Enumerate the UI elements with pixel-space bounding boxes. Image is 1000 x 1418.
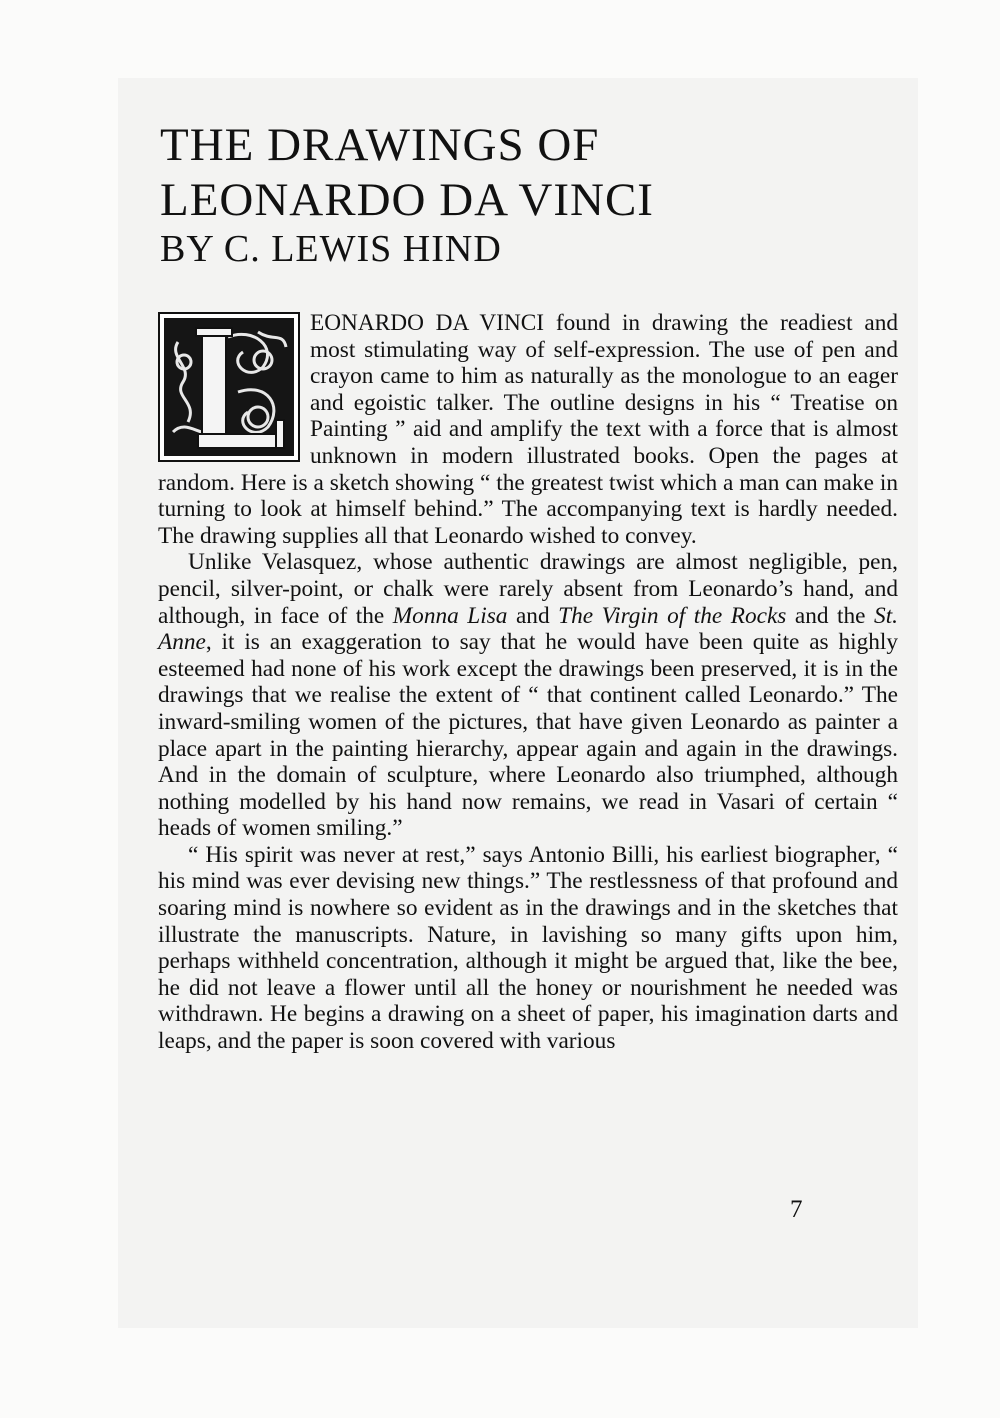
drop-cap-space — [158, 310, 304, 468]
title-line-2: LEONARDO DA VINCI — [160, 174, 654, 226]
author-byline: BY C. LEWIS HIND — [160, 228, 502, 270]
paragraph-2-text-c: and the — [786, 602, 875, 629]
paragraph-2-text-d: , it is an exaggeration to say that he would have been quite as highly esteemed had none of his work except the drawings been preserved, it is in the drawings that we realise the extent of “ that continent called Leonardo.” The inward-smiling women of the pictures, that have given Leonardo as painter a place apart in the painting hierarchy, appear again and again in the drawings. And in the domain of sculpture, where Leonardo also triumphed, although nothing modelled by his hand now remains, we read in Vasari of certain “ heads of women smiling.” — [158, 629, 898, 842]
article-title — [160, 118, 654, 228]
title-st-anne: St. Anne — [158, 602, 898, 656]
paragraph-1 — [158, 310, 898, 549]
title-line-1: THE DRAWINGS OF — [160, 119, 600, 171]
drop-cap-letter: L — [210, 394, 218, 405]
title-virgin-of-the-rocks: The Virgin of the Rocks — [558, 602, 787, 629]
paragraph-2 — [158, 549, 898, 842]
paragraph-2-text-b: and — [507, 602, 559, 629]
page-number: 7 — [790, 1196, 803, 1223]
paragraph-1-text: EONARDO DA VINCI found in drawing the readiest and most stimulating way of self-expression. The use of pen and crayon came to him as naturally as the monologue to an eager and egoistic talker. The outline designs in his “ Treatise on Painting ” aid and amplify the text with a force that is almost unknown in modern illustrated books. Open the pages at random. Here is a sketch showing “ the greatest twist which a man can make in turning to look at himself behind.” The accompanying text is hardly needed. The drawing supplies all that Leonardo wished to convey. — [158, 310, 898, 549]
article-body — [158, 310, 898, 1055]
paragraph-2-text-a: Unlike Velasquez, whose authentic drawings are almost negligible, pen, pencil, silver-point, or chalk were rarely absent from Leonardo’s hand, and although, in face of the — [158, 549, 898, 629]
paragraph-3: “ His spirit was never at rest,” says Antonio Billi, his earliest biographer, “ his mind was ever devising new things.” The restlessness of that profound and soaring mind is nowhere so evident as in the drawings and in the sketches that illustrate the manuscripts. Nature, in lavishing so many gifts upon him, perhaps withheld concentration, although it might be argued that, like the bee, he did not leave a flower until all the honey or nourishment he needed was withdrawn. He begins a drawing on a sheet of paper, his imagination darts and leaps, and the paper is soon covered with various — [158, 841, 898, 1055]
title-monna-lisa: Monna Lisa — [392, 602, 508, 629]
